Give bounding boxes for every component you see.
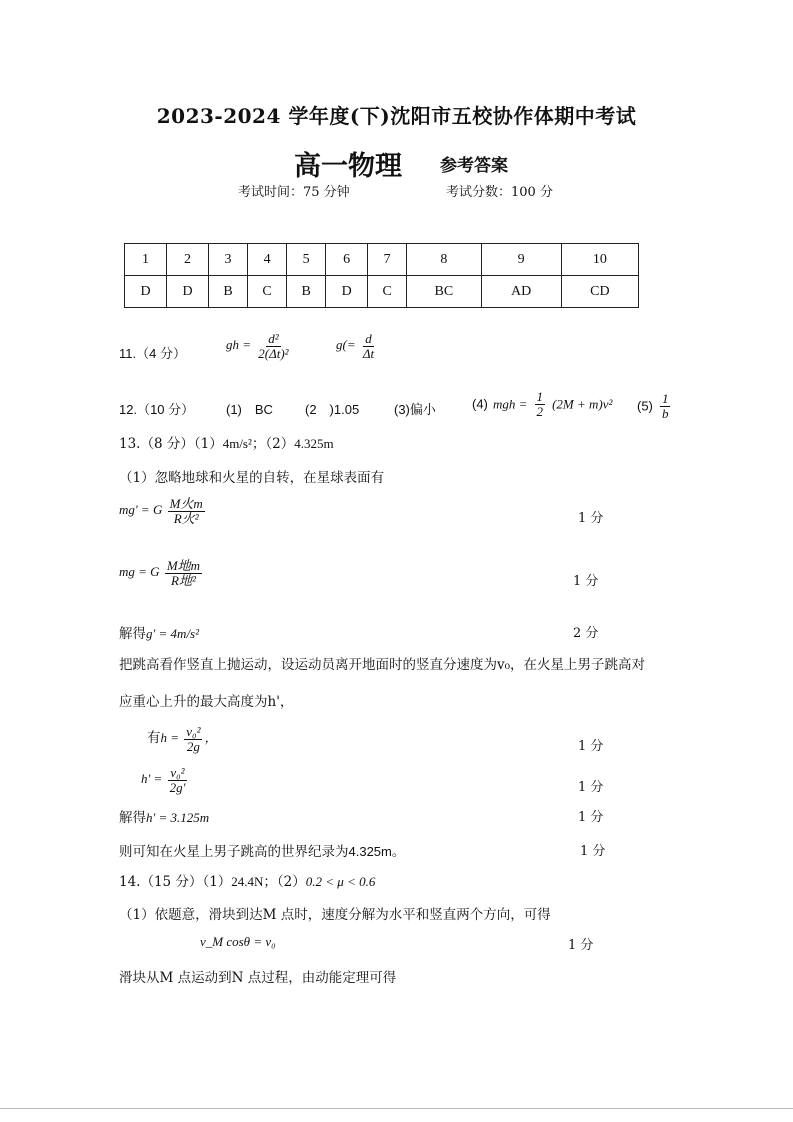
q13-equation-4: [141, 766, 189, 794]
numerator: 1: [661, 391, 669, 406]
q14-equation-1: v_M cosθ = v₀: [200, 934, 276, 949]
exam-title: 2023-2024 学年度(下)沈阳市五校协作体期中考试: [156, 104, 637, 128]
solve-expression: h' = 3.125m: [146, 810, 210, 825]
q13-solve-1: [119, 622, 199, 642]
subject-title: 高一物理: [294, 151, 402, 182]
question-number-row: [125, 244, 639, 276]
equation-prefix: 有: [147, 730, 161, 746]
numerator: M火m: [169, 496, 203, 511]
exam-score: 考试分数：100 分: [446, 185, 553, 200]
q13-equation-2: [119, 559, 204, 587]
q13-intro: （1）忽略地球和火星的自转，在星球表面有: [119, 470, 385, 486]
denominator: Δt: [362, 345, 375, 361]
formula-lhs: mg' = G: [119, 502, 163, 518]
table-cell: CD: [561, 276, 638, 308]
table-cell: 9: [481, 244, 561, 276]
q14-header: [119, 870, 375, 890]
table-cell: D: [167, 276, 209, 308]
q14-eq1-points: 1 分: [568, 938, 594, 953]
q13-paragraph-1: 把跳高看作竖直上抛运动，设运动员离开地面时的竖直分速度为v₀，在火星上男子跳高对: [119, 657, 646, 673]
denominator: 2g': [169, 779, 186, 795]
answer-key-label: 参考答案: [440, 156, 508, 176]
q13-eq4-points: 1 分: [578, 780, 604, 795]
formula-lhs: mgh =: [492, 396, 528, 412]
fraction: [184, 725, 202, 753]
answer-prefix: (4): [472, 396, 488, 412]
q13-equation-3: 有h = $\frac{\text{v₀²}}{2g}$ ，: [147, 724, 218, 754]
solve-label: 解得: [119, 810, 146, 826]
numerator: d: [365, 331, 372, 346]
table-cell: 8: [407, 244, 481, 276]
table-cell: BC: [407, 276, 481, 308]
denominator: 2(Δt)²: [258, 345, 289, 361]
formula-lhs: h =: [160, 730, 180, 746]
table-cell: 10: [561, 244, 638, 276]
q12-answer-5: [637, 392, 672, 420]
table-cell: B: [209, 276, 248, 308]
q12-label: 12.（10 分）: [119, 402, 195, 417]
formula-lhs: gh =: [226, 337, 252, 353]
table-cell: 1: [125, 244, 167, 276]
table-cell: 7: [368, 244, 407, 276]
table-cell: 4: [248, 244, 287, 276]
numerator: v₀²: [186, 724, 201, 739]
fraction: [168, 497, 205, 525]
q14-answer-1: 24.4N: [231, 874, 264, 889]
fraction: [168, 766, 188, 794]
table-cell: B: [287, 276, 326, 308]
table-cell: 6: [326, 244, 368, 276]
q12-answer-4: [472, 390, 612, 418]
q13-eq1-points: 1 分: [578, 511, 604, 526]
exam-time: 考试时间：75 分钟: [238, 185, 350, 200]
q12-answer-3: (3)偏小: [394, 402, 436, 417]
q13-eq3-points: 1 分: [578, 739, 604, 754]
table-cell: 5: [287, 244, 326, 276]
table-cell: 3: [209, 244, 248, 276]
q12-answer-2: (2 )1.05: [305, 402, 360, 417]
table-cell: 2: [167, 244, 209, 276]
q13-separator: ；（2）: [251, 436, 295, 452]
q14-answer-2: 0.2 < μ < 0.6: [305, 874, 376, 889]
numerator: v₀²: [170, 765, 185, 780]
q11-formula-1: [226, 332, 293, 360]
conclusion-text: 则可知在火星上男子跳高的世界纪录为: [119, 844, 349, 860]
table-cell: D: [125, 276, 167, 308]
denominator: R火²: [173, 510, 199, 526]
fraction: [660, 392, 671, 420]
q13-paragraph-2: 应重心上升的最大高度为h'，: [119, 694, 294, 710]
denominator: b: [661, 405, 669, 421]
q14-separator: ；（2）: [263, 874, 306, 890]
formula-lhs: g(=: [336, 337, 356, 353]
numerator: d²: [268, 331, 279, 346]
q13-solve-points: 2 分: [573, 626, 599, 641]
fraction: [256, 332, 290, 360]
q14-line-2: 滑块从M 点运动到N 点过程，由动能定理可得: [119, 970, 397, 986]
fraction: [361, 332, 376, 360]
denominator: R地²: [171, 572, 196, 588]
q13-equation-1: [119, 497, 207, 525]
q11-formula-2: [336, 332, 378, 360]
solve-expression: g' = 4m/s²: [146, 626, 200, 641]
q14-label: 14.（15 分）（1）: [119, 874, 232, 890]
numerator: 1: [536, 389, 543, 404]
answer-prefix: (5): [637, 398, 653, 414]
solve-label: 解得: [119, 626, 146, 642]
q13-label: 13.（8 分）（1）: [119, 436, 223, 452]
page-bottom-divider: [0, 1108, 793, 1109]
q13-answer-1: 4m/s²: [222, 436, 252, 451]
table-cell: AD: [481, 276, 561, 308]
q13-answer-2: 4.325m: [294, 436, 334, 451]
answer-row: [125, 276, 639, 308]
q12-answer-1: (1) BC: [226, 402, 273, 417]
q13-solve2-points: 1 分: [578, 810, 604, 825]
q13-conclusion-points: 1 分: [580, 844, 606, 859]
denominator: 2g: [186, 738, 200, 754]
denominator: 2: [536, 403, 543, 419]
formula-rhs: (2M + m)v²: [552, 396, 613, 412]
table-cell: C: [248, 276, 287, 308]
q14-intro: （1）依题意，滑块到达M 点时，速度分解为水平和竖直两个方向，可得: [119, 907, 551, 923]
q11-label: 11.（4 分）: [119, 346, 186, 361]
formula-lhs: mg = G: [119, 564, 160, 580]
q13-solve-2: [119, 806, 209, 826]
fraction: [535, 390, 546, 418]
conclusion-end: 。: [391, 844, 406, 860]
table-cell: C: [368, 276, 407, 308]
answer-table: [124, 243, 639, 308]
q13-header: [119, 432, 334, 452]
formula-lhs: h' =: [141, 771, 163, 787]
conclusion-value: 4.325m: [348, 844, 392, 859]
fraction: [165, 559, 202, 587]
numerator: M地m: [166, 558, 201, 573]
q13-eq2-points: 1 分: [573, 574, 599, 589]
q13-conclusion: [119, 840, 405, 860]
table-cell: D: [326, 276, 368, 308]
